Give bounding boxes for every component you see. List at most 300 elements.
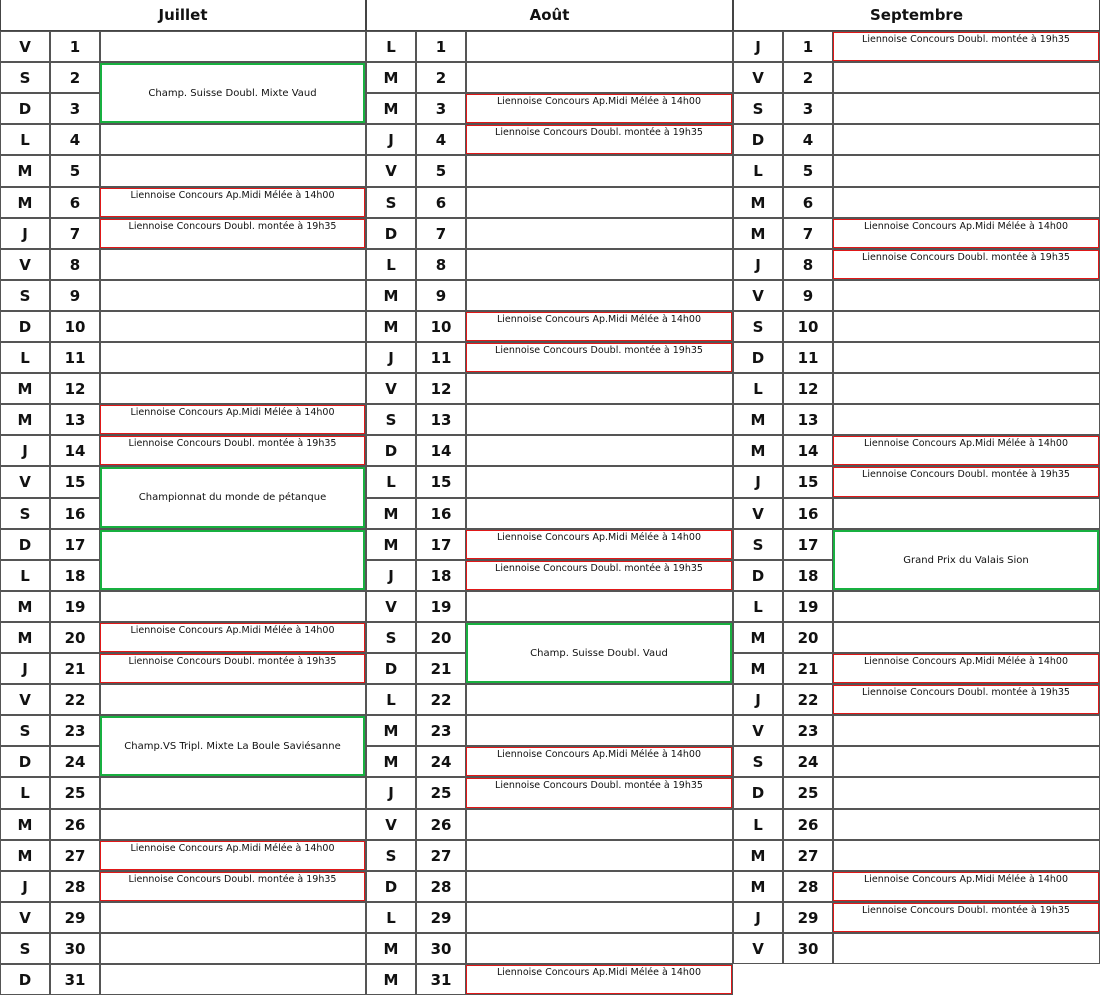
day-number: 23 <box>416 715 466 746</box>
event-text: Liennoise Concours Ap.Midi Mélée à 14h00 <box>497 749 701 760</box>
day-number: 13 <box>783 404 833 435</box>
event-text: Liennoise Concours Ap.Midi Mélée à 14h00 <box>497 532 701 543</box>
day-number: 16 <box>416 498 466 529</box>
day-number: 24 <box>416 746 466 777</box>
weekday-letter: M <box>733 871 783 902</box>
day-number: 1 <box>416 31 466 62</box>
weekday-letter: L <box>733 155 783 187</box>
day-number: 16 <box>50 498 100 529</box>
day-number: 20 <box>416 622 466 653</box>
event-slot[interactable] <box>833 933 1100 964</box>
event-slot[interactable] <box>833 311 1100 342</box>
day-number: 31 <box>416 964 466 995</box>
month-header-août: Août <box>366 0 733 31</box>
weekday-letter: V <box>0 684 50 715</box>
day-number: 5 <box>416 155 466 187</box>
weekday-letter: V <box>733 280 783 311</box>
weekday-letter: J <box>366 560 416 591</box>
event-text: Liennoise Concours Doubl. montée à 19h35 <box>495 780 703 791</box>
weekday-letter: M <box>0 809 50 840</box>
event-slot[interactable] <box>833 280 1100 311</box>
weekday-letter: D <box>366 871 416 902</box>
day-number: 2 <box>416 62 466 93</box>
event-text: Liennoise Concours Doubl. montée à 19h35 <box>862 905 1070 916</box>
day-number: 21 <box>783 653 833 684</box>
day-number: 4 <box>50 124 100 155</box>
day-number: 23 <box>50 715 100 746</box>
event-slot[interactable] <box>100 155 366 187</box>
event-text: Liennoise Concours Ap.Midi Mélée à 14h00 <box>497 314 701 325</box>
weekday-letter: M <box>366 280 416 311</box>
concours-event[interactable] <box>466 343 732 372</box>
event-slot[interactable] <box>100 342 366 373</box>
day-number: 20 <box>50 622 100 653</box>
day-number: 23 <box>783 715 833 746</box>
event-slot[interactable] <box>833 373 1100 404</box>
event-slot[interactable] <box>833 187 1100 218</box>
weekday-letter: V <box>366 809 416 840</box>
event-slot[interactable] <box>100 249 366 280</box>
weekday-letter: V <box>733 498 783 529</box>
weekday-letter: L <box>0 777 50 809</box>
weekday-letter: J <box>0 218 50 249</box>
weekday-letter: M <box>366 311 416 342</box>
weekday-letter: S <box>0 715 50 746</box>
weekday-letter: M <box>733 187 783 218</box>
weekday-letter: S <box>0 280 50 311</box>
event-slot[interactable] <box>100 684 366 715</box>
event-slot[interactable] <box>833 155 1100 187</box>
event-slot[interactable] <box>833 62 1100 93</box>
day-number: 5 <box>783 155 833 187</box>
event-text: Liennoise Concours Doubl. montée à 19h35 <box>128 221 337 232</box>
weekday-letter: L <box>733 591 783 622</box>
event-slot[interactable] <box>466 373 733 404</box>
weekday-letter: M <box>733 840 783 871</box>
day-number: 26 <box>50 809 100 840</box>
day-number: 10 <box>50 311 100 342</box>
weekday-letter: L <box>733 809 783 840</box>
day-number: 24 <box>783 746 833 777</box>
weekday-letter: M <box>366 93 416 124</box>
event-slot[interactable] <box>100 373 366 404</box>
day-number: 10 <box>783 311 833 342</box>
championship-event[interactable] <box>100 716 365 776</box>
concours-event[interactable] <box>100 872 365 901</box>
championship-event[interactable] <box>100 63 365 123</box>
event-slot[interactable] <box>100 311 366 342</box>
weekday-letter: M <box>366 964 416 995</box>
event-text: Champ.VS Tripl. Mixte La Boule Saviésanne <box>124 740 341 752</box>
event-text: Liennoise Concours Doubl. montée à 19h35 <box>128 438 337 449</box>
concours-event[interactable] <box>100 436 365 465</box>
event-slot[interactable] <box>466 684 733 715</box>
concours-event[interactable] <box>100 188 365 217</box>
day-number: 26 <box>783 809 833 840</box>
weekday-letter: M <box>366 62 416 93</box>
weekday-letter: D <box>733 342 783 373</box>
concours-event[interactable] <box>833 872 1099 901</box>
day-number: 14 <box>50 435 100 466</box>
event-slot[interactable] <box>466 840 733 871</box>
weekday-letter: V <box>366 591 416 622</box>
event-text: Liennoise Concours Ap.Midi Mélée à 14h00 <box>497 967 701 978</box>
weekday-letter: D <box>733 560 783 591</box>
day-number: 19 <box>416 591 466 622</box>
event-slot[interactable] <box>833 809 1100 840</box>
concours-event[interactable] <box>100 654 365 683</box>
concours-event[interactable] <box>466 561 732 590</box>
day-number: 30 <box>416 933 466 964</box>
day-number: 7 <box>416 218 466 249</box>
concours-event[interactable] <box>100 405 365 434</box>
day-number: 13 <box>50 404 100 435</box>
weekday-letter: V <box>366 155 416 187</box>
day-number: 1 <box>783 31 833 62</box>
day-number: 29 <box>783 902 833 933</box>
day-number: 19 <box>50 591 100 622</box>
event-text: Grand Prix du Valais Sion <box>903 554 1029 566</box>
concours-event[interactable] <box>100 219 365 248</box>
weekday-letter: J <box>733 902 783 933</box>
event-text: Liennoise Concours Ap.Midi Mélée à 14h00 <box>130 407 335 418</box>
championship-event[interactable] <box>100 467 365 528</box>
day-number: 3 <box>783 93 833 124</box>
day-number: 9 <box>416 280 466 311</box>
event-text: Liennoise Concours Doubl. montée à 19h35 <box>862 34 1070 45</box>
championship-event[interactable] <box>100 530 365 590</box>
day-number: 22 <box>50 684 100 715</box>
day-number: 4 <box>783 124 833 155</box>
weekday-letter: S <box>366 840 416 871</box>
weekday-letter: M <box>0 155 50 187</box>
weekday-letter: J <box>733 466 783 498</box>
weekday-letter: M <box>733 653 783 684</box>
day-number: 27 <box>783 840 833 871</box>
day-number: 17 <box>416 529 466 560</box>
concours-event[interactable] <box>466 312 732 341</box>
event-slot[interactable] <box>466 591 733 622</box>
day-number: 11 <box>783 342 833 373</box>
day-number: 30 <box>783 933 833 964</box>
event-text: Liennoise Concours Doubl. montée à 19h35 <box>862 469 1070 480</box>
event-text: Liennoise Concours Ap.Midi Mélée à 14h00 <box>130 843 335 854</box>
event-slot[interactable] <box>100 964 366 995</box>
weekday-letter: D <box>733 124 783 155</box>
event-slot[interactable] <box>466 62 733 93</box>
event-slot[interactable] <box>466 31 733 62</box>
event-slot[interactable] <box>100 933 366 964</box>
event-text: Liennoise Concours Ap.Midi Mélée à 14h00 <box>864 656 1068 667</box>
weekday-letter: S <box>733 93 783 124</box>
day-number: 13 <box>416 404 466 435</box>
concours-event[interactable] <box>833 467 1099 497</box>
day-number: 30 <box>50 933 100 964</box>
event-text: Liennoise Concours Doubl. montée à 19h35 <box>128 874 337 885</box>
event-slot[interactable] <box>466 435 733 466</box>
day-number: 27 <box>50 840 100 871</box>
event-slot[interactable] <box>466 809 733 840</box>
day-number: 3 <box>50 93 100 124</box>
weekday-letter: M <box>733 404 783 435</box>
day-number: 1 <box>50 31 100 62</box>
month-header-septembre: Septembre <box>733 0 1100 31</box>
concours-event[interactable] <box>833 219 1099 248</box>
weekday-letter: S <box>366 622 416 653</box>
concours-event[interactable] <box>466 778 732 808</box>
weekday-letter: V <box>733 715 783 746</box>
weekday-letter: J <box>733 31 783 62</box>
day-number: 12 <box>416 373 466 404</box>
weekday-letter: M <box>0 591 50 622</box>
day-number: 7 <box>50 218 100 249</box>
weekday-letter: S <box>733 529 783 560</box>
championship-event[interactable] <box>833 530 1099 590</box>
day-number: 21 <box>416 653 466 684</box>
day-number: 12 <box>783 373 833 404</box>
weekday-letter: D <box>0 529 50 560</box>
day-number: 31 <box>50 964 100 995</box>
day-number: 15 <box>416 466 466 498</box>
day-number: 15 <box>50 466 100 498</box>
event-slot[interactable] <box>466 466 733 498</box>
day-number: 25 <box>783 777 833 809</box>
day-number: 15 <box>783 466 833 498</box>
day-number: 9 <box>50 280 100 311</box>
weekday-letter: D <box>366 435 416 466</box>
weekday-letter: L <box>366 31 416 62</box>
event-slot[interactable] <box>466 280 733 311</box>
weekday-letter: J <box>733 249 783 280</box>
event-text: Liennoise Concours Doubl. montée à 19h35 <box>495 345 703 356</box>
event-slot[interactable] <box>466 404 733 435</box>
event-slot[interactable] <box>466 218 733 249</box>
championship-event[interactable] <box>466 623 732 683</box>
weekday-letter: J <box>0 653 50 684</box>
concours-event[interactable] <box>833 436 1099 465</box>
day-number: 6 <box>416 187 466 218</box>
event-text: Liennoise Concours Ap.Midi Mélée à 14h00 <box>864 221 1068 232</box>
weekday-letter: M <box>733 622 783 653</box>
concours-event[interactable] <box>466 125 732 154</box>
day-number: 10 <box>416 311 466 342</box>
event-slot[interactable] <box>833 498 1100 529</box>
weekday-letter: V <box>0 31 50 62</box>
day-number: 2 <box>50 62 100 93</box>
weekday-letter: J <box>366 124 416 155</box>
day-number: 14 <box>783 435 833 466</box>
day-number: 28 <box>50 871 100 902</box>
month-header-juillet: Juillet <box>0 0 366 31</box>
weekday-letter: S <box>0 498 50 529</box>
event-slot[interactable] <box>466 498 733 529</box>
weekday-letter: D <box>733 777 783 809</box>
weekday-letter: J <box>0 435 50 466</box>
event-slot[interactable] <box>100 31 366 62</box>
event-slot[interactable] <box>833 715 1100 746</box>
weekday-letter: D <box>366 218 416 249</box>
weekday-letter: S <box>0 933 50 964</box>
day-number: 17 <box>50 529 100 560</box>
weekday-letter: S <box>733 311 783 342</box>
event-slot[interactable] <box>466 187 733 218</box>
weekday-letter: M <box>366 498 416 529</box>
event-text: Liennoise Concours Doubl. montée à 19h35 <box>495 127 703 138</box>
event-slot[interactable] <box>833 93 1100 124</box>
concours-event[interactable] <box>466 94 732 123</box>
event-text: Liennoise Concours Ap.Midi Mélée à 14h00 <box>130 625 335 636</box>
weekday-letter: M <box>366 715 416 746</box>
weekday-letter: S <box>0 62 50 93</box>
day-number: 11 <box>416 342 466 373</box>
day-number: 25 <box>416 777 466 809</box>
event-slot[interactable] <box>833 622 1100 653</box>
event-slot[interactable] <box>100 777 366 809</box>
event-slot[interactable] <box>100 591 366 622</box>
weekday-letter: M <box>733 435 783 466</box>
day-number: 6 <box>50 187 100 218</box>
concours-event[interactable] <box>833 32 1099 61</box>
event-text: Championnat du monde de pétanque <box>138 492 327 503</box>
concours-event[interactable] <box>466 965 732 994</box>
weekday-letter: D <box>0 964 50 995</box>
weekday-letter: J <box>366 342 416 373</box>
weekday-letter: S <box>733 746 783 777</box>
day-number: 28 <box>783 871 833 902</box>
weekday-letter: V <box>0 466 50 498</box>
concours-event[interactable] <box>100 623 365 652</box>
day-number: 21 <box>50 653 100 684</box>
day-number: 29 <box>416 902 466 933</box>
event-text: Champ. Suisse Doubl. Vaud <box>530 647 668 659</box>
day-number: 8 <box>783 249 833 280</box>
event-slot[interactable] <box>466 871 733 902</box>
weekday-letter: V <box>366 373 416 404</box>
weekday-letter: M <box>0 840 50 871</box>
weekday-letter: D <box>0 93 50 124</box>
weekday-letter: L <box>0 560 50 591</box>
day-number: 9 <box>783 280 833 311</box>
event-slot[interactable] <box>833 777 1100 809</box>
weekday-letter: D <box>0 311 50 342</box>
weekday-letter: M <box>0 404 50 435</box>
event-slot[interactable] <box>833 746 1100 777</box>
day-number: 16 <box>783 498 833 529</box>
event-text: Liennoise Concours Ap.Midi Mélée à 14h00 <box>864 874 1068 885</box>
weekday-letter: J <box>0 871 50 902</box>
event-slot[interactable] <box>466 155 733 187</box>
day-number: 11 <box>50 342 100 373</box>
event-slot[interactable] <box>833 124 1100 155</box>
day-number: 14 <box>416 435 466 466</box>
event-slot[interactable] <box>833 840 1100 871</box>
event-text: Liennoise Concours Doubl. montée à 19h35 <box>862 252 1070 263</box>
weekday-letter: V <box>733 933 783 964</box>
day-number: 24 <box>50 746 100 777</box>
day-number: 8 <box>416 249 466 280</box>
event-text: Liennoise Concours Doubl. montée à 19h35 <box>862 687 1070 698</box>
day-number: 7 <box>783 218 833 249</box>
day-number: 20 <box>783 622 833 653</box>
weekday-letter: D <box>0 746 50 777</box>
event-text: Liennoise Concours Doubl. montée à 19h35 <box>128 656 337 667</box>
concours-event[interactable] <box>466 530 732 559</box>
weekday-letter: V <box>0 902 50 933</box>
concours-event[interactable] <box>833 250 1099 279</box>
weekday-letter: V <box>733 62 783 93</box>
day-number: 12 <box>50 373 100 404</box>
event-text: Liennoise Concours Doubl. montée à 19h35 <box>495 563 703 574</box>
event-text: Liennoise Concours Ap.Midi Mélée à 14h00 <box>130 190 335 201</box>
concours-event[interactable] <box>833 685 1099 714</box>
event-text: Liennoise Concours Ap.Midi Mélée à 14h00 <box>497 96 701 107</box>
weekday-letter: S <box>366 404 416 435</box>
day-number: 22 <box>416 684 466 715</box>
weekday-letter: L <box>366 466 416 498</box>
weekday-letter: J <box>366 777 416 809</box>
day-number: 19 <box>783 591 833 622</box>
day-number: 2 <box>783 62 833 93</box>
concours-event[interactable] <box>100 841 365 870</box>
day-number: 4 <box>416 124 466 155</box>
weekday-letter: V <box>0 249 50 280</box>
day-number: 22 <box>783 684 833 715</box>
weekday-letter: M <box>366 933 416 964</box>
day-number: 28 <box>416 871 466 902</box>
day-number: 8 <box>50 249 100 280</box>
weekday-letter: S <box>366 187 416 218</box>
event-slot[interactable] <box>833 591 1100 622</box>
event-slot[interactable] <box>100 124 366 155</box>
weekday-letter: M <box>733 218 783 249</box>
day-number: 29 <box>50 902 100 933</box>
event-slot[interactable] <box>466 933 733 964</box>
event-slot[interactable] <box>466 715 733 746</box>
weekday-letter: J <box>733 684 783 715</box>
day-number: 6 <box>783 187 833 218</box>
weekday-letter: L <box>0 124 50 155</box>
event-text: Liennoise Concours Ap.Midi Mélée à 14h00 <box>864 438 1068 449</box>
event-slot[interactable] <box>833 342 1100 373</box>
weekday-letter: D <box>366 653 416 684</box>
day-number: 18 <box>50 560 100 591</box>
event-slot[interactable] <box>466 902 733 933</box>
weekday-letter: M <box>366 746 416 777</box>
event-slot[interactable] <box>100 280 366 311</box>
concours-event[interactable] <box>833 903 1099 932</box>
concours-event[interactable] <box>466 747 732 776</box>
concours-event[interactable] <box>833 654 1099 683</box>
weekday-letter: M <box>0 187 50 218</box>
event-slot[interactable] <box>100 902 366 933</box>
day-number: 18 <box>416 560 466 591</box>
event-slot[interactable] <box>833 404 1100 435</box>
day-number: 5 <box>50 155 100 187</box>
weekday-letter: L <box>366 249 416 280</box>
weekday-letter: M <box>0 373 50 404</box>
day-number: 25 <box>50 777 100 809</box>
event-slot[interactable] <box>466 249 733 280</box>
weekday-letter: L <box>733 373 783 404</box>
event-text: Champ. Suisse Doubl. Mixte Vaud <box>148 87 317 99</box>
weekday-letter: L <box>366 684 416 715</box>
day-number: 27 <box>416 840 466 871</box>
weekday-letter: L <box>0 342 50 373</box>
weekday-letter: M <box>0 622 50 653</box>
weekday-letter: M <box>366 529 416 560</box>
day-number: 3 <box>416 93 466 124</box>
event-slot[interactable] <box>100 809 366 840</box>
